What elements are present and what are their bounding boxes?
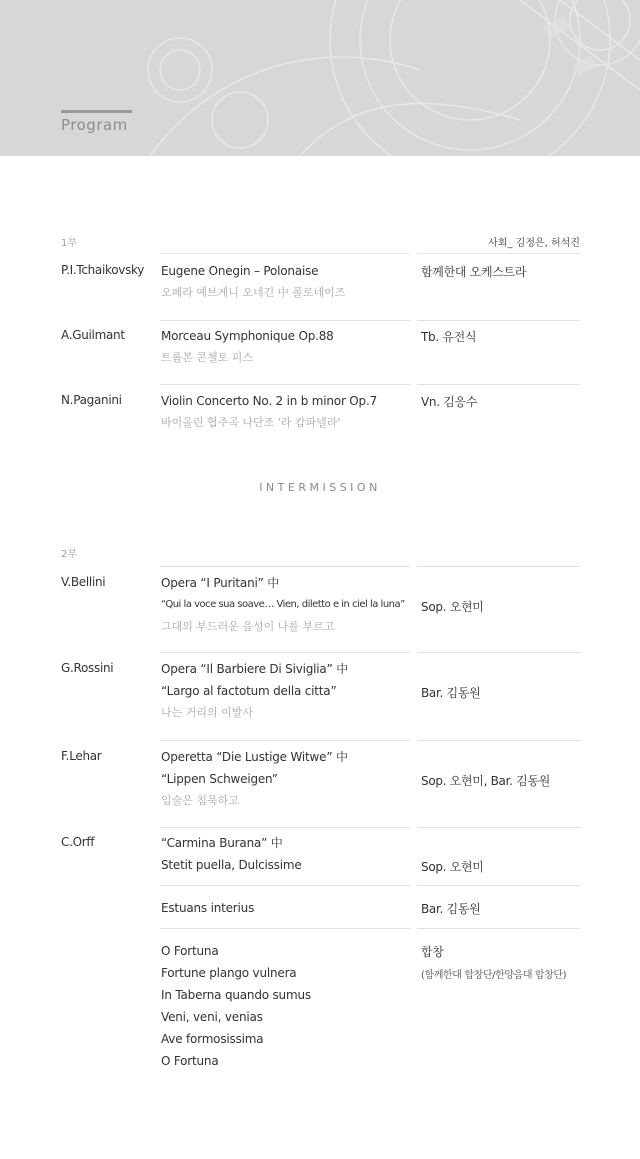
work-korean: 바이올린 협주곡 나단조 '라 캄파넬라' [161,416,341,429]
mc-names: 사회_ 김정은, 허석진 [488,238,580,249]
work-korean: 입술은 침묵하고 [161,794,239,807]
divider [160,652,410,653]
performer: 함께한대 오케스트라 [421,265,527,279]
part2-label: 2부 [61,549,78,560]
composer: P.I.Tchaikovsky [61,263,145,277]
divider [417,253,580,254]
performer: Sop. 오현미, Bar. 김동원 [421,774,551,788]
header-banner [0,0,640,156]
performer-detail: (함께한대 합창단/한양음대 합창단) [421,970,567,981]
divider [160,320,410,321]
part1-label: 1부 [61,238,78,249]
composer: V.Bellini [61,575,106,589]
intermission-label: INTERMISSION [259,481,381,494]
composer: N.Paganini [61,393,122,407]
work-movement: O Fortuna [161,944,219,958]
divider [160,928,410,929]
performer: Sop. 오현미 [421,600,484,614]
work-movement: Estuans interius [161,901,255,915]
work-title: Operetta “Die Lustige Witwe” 中 [161,750,348,764]
divider [417,652,580,653]
divider [417,320,580,321]
work-movement: Veni, veni, venias [161,1010,263,1024]
work-movement: O Fortuna [161,1054,219,1068]
divider [417,885,580,886]
divider [417,827,580,828]
page-title: Program [61,116,128,134]
work-title: Violin Concerto No. 2 in b minor Op.7 [161,394,378,408]
work-korean: 그대의 부드러운 음성이 나를 부르고 [161,620,335,633]
composer: G.Rossini [61,661,114,675]
work-movement: In Taberna quando sumus [161,988,311,1002]
header-accent-line [61,110,132,113]
performer: Vn. 김응수 [421,395,478,409]
work-title: Morceau Symphonique Op.88 [161,329,334,343]
work-korean: 트롬본 콘첼토 피스 [161,351,254,364]
performer: Tb. 유전식 [421,330,477,344]
work-title: “Carmina Burana” 中 [161,836,283,850]
work-korean: 오페라 예브게니 오네긴 中 폴로네이즈 [161,286,346,299]
divider [160,384,410,385]
divider [160,253,410,254]
composer: F.Lehar [61,749,102,763]
divider [417,384,580,385]
work-aria: “Largo al factotum della citta” [161,684,337,698]
work-title: Opera “I Puritani” 中 [161,576,280,590]
divider [160,885,410,886]
work-aria: “Lippen Schweigen” [161,772,278,786]
divider [417,928,580,929]
performer: Bar. 김동원 [421,686,481,700]
divider [160,566,410,567]
performer: Sop. 오현미 [421,860,484,874]
divider [160,740,410,741]
divider [160,827,410,828]
work-title: Eugene Onegin – Polonaise [161,264,319,278]
work-movement: Stetit puella, Dulcissime [161,858,302,872]
work-aria: “Qui la voce sua soave… Vien, diletto e in ciel la luna” [161,599,405,610]
work-korean: 나는 거리의 이발사 [161,706,254,719]
divider [417,740,580,741]
work-title: Opera “Il Barbiere Di Siviglia” 中 [161,662,349,676]
performer: Bar. 김동원 [421,902,481,916]
divider [417,566,580,567]
work-movement: Ave formosissima [161,1032,264,1046]
composer: C.Orff [61,835,95,849]
work-movement: Fortune plango vulnera [161,966,297,980]
performer: 합창 [421,945,444,959]
composer: A.Guilmant [61,328,125,342]
